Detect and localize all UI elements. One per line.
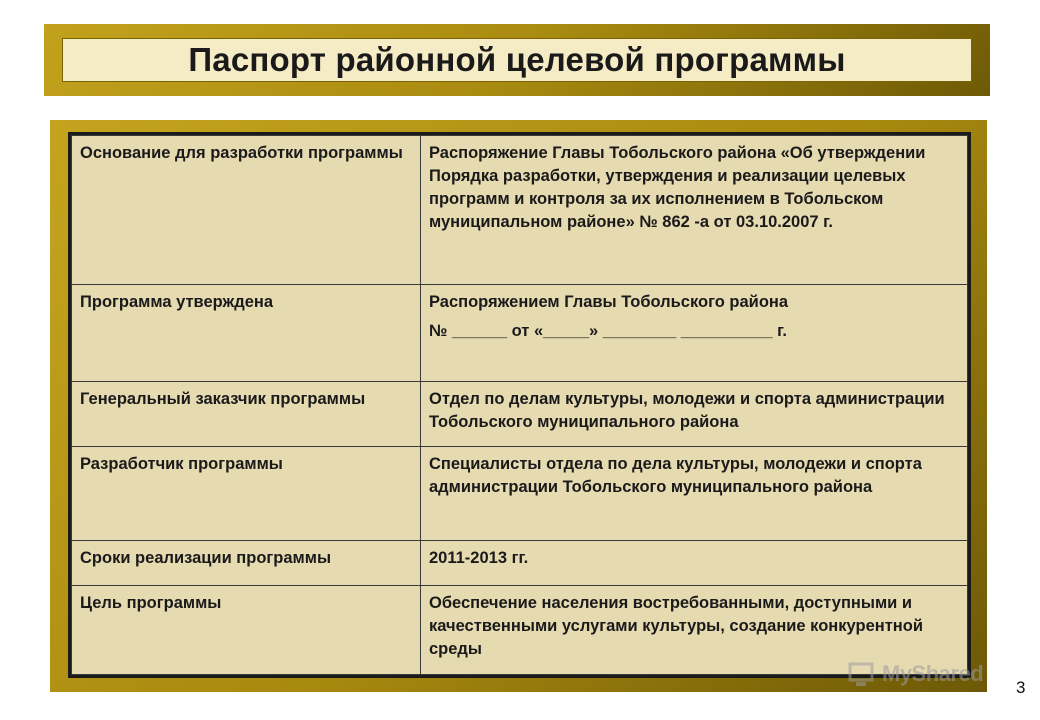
row-label: Генеральный заказчик программы (72, 382, 421, 447)
row-value: Отдел по делам культуры, молодежи и спорта администрации Тобольского муниципального района (421, 382, 968, 447)
row-value: Специалисты отдела по дела культуры, молодежи и спорта администрации Тобольского муниципального района (421, 447, 968, 541)
title-plaque (44, 24, 990, 96)
row-label: Сроки реализации программы (72, 541, 421, 586)
table-row (72, 382, 968, 447)
row-label: Разработчик программы (72, 447, 421, 541)
row-label: Основание для разработки программы (72, 136, 421, 285)
passport-table (71, 135, 968, 675)
row-label: Программа утверждена (72, 285, 421, 382)
watermark-text: MyShared (882, 661, 984, 686)
table-row (72, 136, 968, 285)
row-value: Обеспечение населения востребованными, доступными и качественными услугами культуры, создание конкурентной среды (421, 586, 968, 675)
row-label: Цель программы (72, 586, 421, 675)
table-frame (50, 120, 987, 692)
watermark-logo-icon (848, 660, 878, 688)
table-row (72, 541, 968, 586)
row-value: 2011-2013 гг. (421, 541, 968, 586)
slide-title: Паспорт районной целевой программы (188, 41, 846, 78)
table-row (72, 285, 968, 382)
watermark (848, 656, 1008, 692)
row-value-cell (421, 285, 968, 382)
page-number: 3 (1016, 678, 1026, 697)
table-row (72, 586, 968, 675)
passport-table-container (68, 132, 971, 678)
title-box (62, 38, 972, 82)
row-value: Распоряжением Главы Тобольского района (429, 293, 789, 311)
table-row (72, 447, 968, 541)
row-value-approval-number: № ______ от «_____» ________ __________ г. (429, 322, 787, 340)
row-value: Распоряжение Главы Тобольского района «Об утверждении Порядка разработки, утверждения и реализации целевых программ и контроля за их исполнением в Тобольском муниципальном районе» № 862 -а от 03.10.2007 г. (421, 136, 968, 285)
